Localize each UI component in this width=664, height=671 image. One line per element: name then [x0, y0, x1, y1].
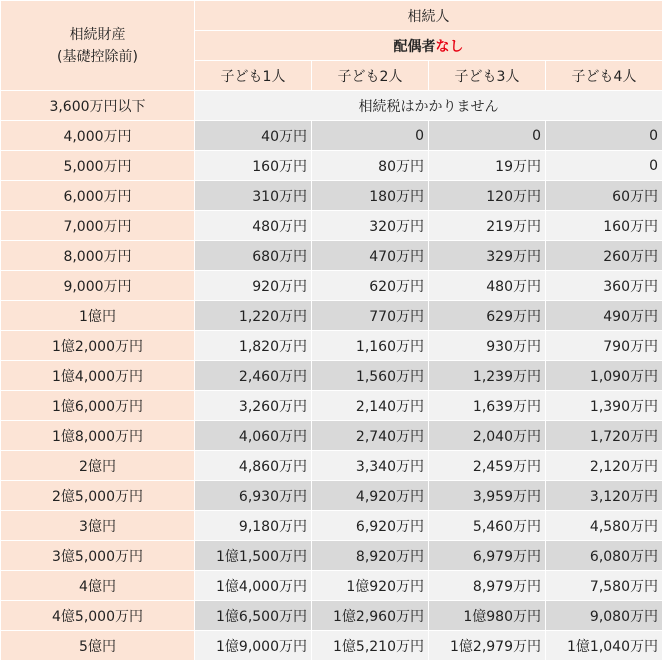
- children-1-header: 子ども1人: [195, 61, 312, 91]
- tax-amount-children-2: 0: [312, 121, 429, 151]
- estate-amount: 7,000万円: [1, 211, 195, 241]
- tax-amount-children-2: 3,340万円: [312, 451, 429, 481]
- tax-amount-children-3: 1,239万円: [429, 361, 546, 391]
- estate-amount: 3億円: [1, 511, 195, 541]
- table-row: [1, 331, 663, 361]
- tax-amount-children-1: 1,820万円: [195, 331, 312, 361]
- tax-amount-children-4: 0: [546, 121, 663, 151]
- tax-amount-children-4: 1億1,040万円: [546, 631, 663, 661]
- tax-amount-children-3: 219万円: [429, 211, 546, 241]
- tax-amount-children-4: 360万円: [546, 271, 663, 301]
- estate-amount: 2億円: [1, 451, 195, 481]
- spouse-label: 配偶者: [393, 38, 436, 55]
- table-row: [1, 421, 663, 451]
- table-row: [1, 301, 663, 331]
- tax-amount-children-2: 180万円: [312, 181, 429, 211]
- tax-amount-children-2: 620万円: [312, 271, 429, 301]
- estate-label: 相続財産: [69, 26, 126, 43]
- tax-amount-children-3: 329万円: [429, 241, 546, 271]
- tax-amount-children-2: 770万円: [312, 301, 429, 331]
- table-row: [1, 241, 663, 271]
- tax-amount-children-3: 6,979万円: [429, 541, 546, 571]
- tax-amount-children-2: 470万円: [312, 241, 429, 271]
- tax-amount-children-4: 3,120万円: [546, 481, 663, 511]
- estate-amount: 6,000万円: [1, 181, 195, 211]
- estate-amount: 1億2,000万円: [1, 331, 195, 361]
- tax-amount-children-1: 1億1,500万円: [195, 541, 312, 571]
- tax-amount-children-2: 6,920万円: [312, 511, 429, 541]
- tax-amount-children-3: 480万円: [429, 271, 546, 301]
- tax-amount-children-1: 1億9,000万円: [195, 631, 312, 661]
- tax-amount-children-4: 1,720万円: [546, 421, 663, 451]
- heirs-header: 相続人: [195, 1, 663, 31]
- tax-amount-children-3: 2,040万円: [429, 421, 546, 451]
- tax-amount-children-3: 1億980万円: [429, 601, 546, 631]
- tax-amount-children-1: 3,260万円: [195, 391, 312, 421]
- estate-amount: 4億5,000万円: [1, 601, 195, 631]
- spouse-status: なし: [435, 38, 464, 55]
- tax-amount-children-3: 930万円: [429, 331, 546, 361]
- table-row: [1, 271, 663, 301]
- table-row: [1, 601, 663, 631]
- tax-amount-children-3: 8,979万円: [429, 571, 546, 601]
- table-row: [1, 481, 663, 511]
- estate-amount: 2億5,000万円: [1, 481, 195, 511]
- tax-amount-children-3: 1億2,979万円: [429, 631, 546, 661]
- children-2-header: 子ども2人: [312, 61, 429, 91]
- tax-amount-children-2: 1億920万円: [312, 571, 429, 601]
- estate-amount: 3億5,000万円: [1, 541, 195, 571]
- table-row: [1, 541, 663, 571]
- estate-amount: 5,000万円: [1, 151, 195, 181]
- tax-amount-children-4: 490万円: [546, 301, 663, 331]
- tax-amount-children-4: 4,580万円: [546, 511, 663, 541]
- tax-amount-children-2: 8,920万円: [312, 541, 429, 571]
- tax-amount-children-4: 790万円: [546, 331, 663, 361]
- tax-amount-children-2: 1,160万円: [312, 331, 429, 361]
- estate-amount: 4,000万円: [1, 121, 195, 151]
- table-row: [1, 361, 663, 391]
- tax-amount-children-1: 9,180万円: [195, 511, 312, 541]
- tax-amount-children-2: 1,560万円: [312, 361, 429, 391]
- tax-amount-children-1: 1億4,000万円: [195, 571, 312, 601]
- table-row: [1, 151, 663, 181]
- tax-amount-children-1: 4,860万円: [195, 451, 312, 481]
- tax-amount-children-1: 310万円: [195, 181, 312, 211]
- tax-amount-children-2: 1億5,210万円: [312, 631, 429, 661]
- tax-amount-children-1: 2,460万円: [195, 361, 312, 391]
- tax-amount-children-4: 1,090万円: [546, 361, 663, 391]
- tax-amount-children-1: 4,060万円: [195, 421, 312, 451]
- tax-amount-children-3: 629万円: [429, 301, 546, 331]
- tax-amount-children-1: 160万円: [195, 151, 312, 181]
- estate-amount: 8,000万円: [1, 241, 195, 271]
- tax-amount-children-4: 9,080万円: [546, 601, 663, 631]
- tax-amount-children-1: 1億6,500万円: [195, 601, 312, 631]
- table-row: [1, 91, 663, 121]
- tax-amount-children-3: 19万円: [429, 151, 546, 181]
- tax-amount-children-2: 2,140万円: [312, 391, 429, 421]
- tax-amount-children-2: 1億2,960万円: [312, 601, 429, 631]
- estate-amount: 3,600万円以下: [1, 91, 195, 121]
- tax-amount-children-3: 1,639万円: [429, 391, 546, 421]
- estate-amount: 1億8,000万円: [1, 421, 195, 451]
- table-row: [1, 211, 663, 241]
- tax-amount-children-1: 680万円: [195, 241, 312, 271]
- estate-sublabel: (基礎控除前): [57, 48, 138, 65]
- estate-amount: 4億円: [1, 571, 195, 601]
- table-row: [1, 511, 663, 541]
- estate-amount: 1億円: [1, 301, 195, 331]
- tax-amount-children-4: 7,580万円: [546, 571, 663, 601]
- tax-amount-children-2: 80万円: [312, 151, 429, 181]
- tax-amount-children-4: 60万円: [546, 181, 663, 211]
- table-row: [1, 121, 663, 151]
- no-tax-note: 相続税はかかりません: [195, 91, 663, 121]
- estate-column-header: [1, 1, 195, 91]
- tax-amount-children-4: 1,390万円: [546, 391, 663, 421]
- estate-amount: 1億6,000万円: [1, 391, 195, 421]
- tax-amount-children-2: 2,740万円: [312, 421, 429, 451]
- tax-amount-children-4: 6,080万円: [546, 541, 663, 571]
- tax-amount-children-4: 160万円: [546, 211, 663, 241]
- tax-amount-children-2: 320万円: [312, 211, 429, 241]
- table-row: [1, 181, 663, 211]
- tax-amount-children-2: 4,920万円: [312, 481, 429, 511]
- children-3-header: 子ども3人: [429, 61, 546, 91]
- estate-amount: 9,000万円: [1, 271, 195, 301]
- tax-amount-children-1: 480万円: [195, 211, 312, 241]
- tax-amount-children-1: 6,930万円: [195, 481, 312, 511]
- tax-amount-children-4: 2,120万円: [546, 451, 663, 481]
- tax-amount-children-3: 3,959万円: [429, 481, 546, 511]
- table-row: [1, 451, 663, 481]
- tax-amount-children-4: 260万円: [546, 241, 663, 271]
- estate-amount: 5億円: [1, 631, 195, 661]
- children-4-header: 子ども4人: [546, 61, 663, 91]
- table-body: [1, 91, 663, 661]
- estate-amount: 1億4,000万円: [1, 361, 195, 391]
- table-header: [1, 1, 663, 91]
- tax-amount-children-4: 0: [546, 151, 663, 181]
- table-row: [1, 571, 663, 601]
- tax-amount-children-1: 1,220万円: [195, 301, 312, 331]
- spouse-header: [195, 31, 663, 61]
- tax-amount-children-3: 120万円: [429, 181, 546, 211]
- tax-amount-children-1: 40万円: [195, 121, 312, 151]
- tax-amount-children-3: 5,460万円: [429, 511, 546, 541]
- tax-amount-children-3: 0: [429, 121, 546, 151]
- table-row: [1, 391, 663, 421]
- table-row: [1, 631, 663, 661]
- tax-amount-children-3: 2,459万円: [429, 451, 546, 481]
- tax-amount-children-1: 920万円: [195, 271, 312, 301]
